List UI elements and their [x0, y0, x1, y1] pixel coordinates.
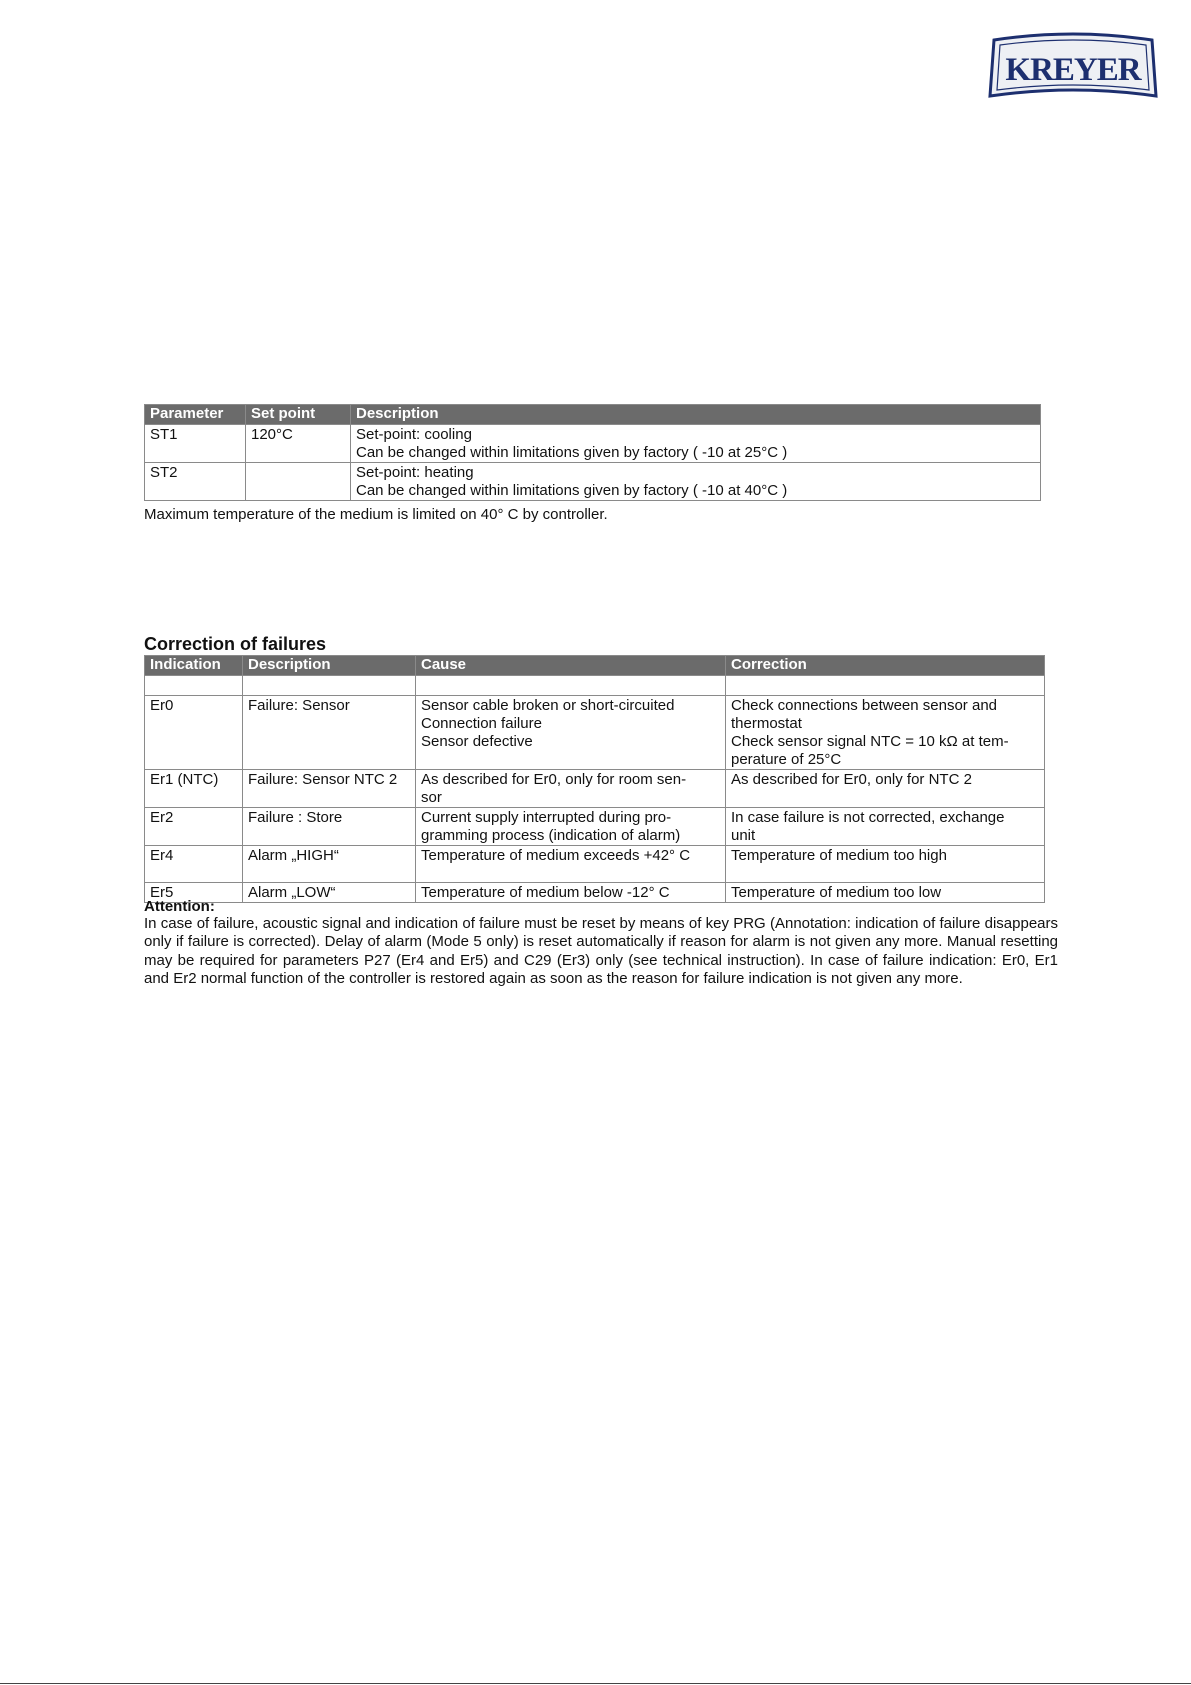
- cell-correction: [726, 696, 1045, 770]
- cause-line: Temperature of medium below -12° C: [421, 884, 670, 901]
- cell-parameter: ST2: [145, 463, 246, 501]
- cell-cause: [416, 770, 726, 808]
- cell-cause: [416, 846, 726, 883]
- cell-cause: [416, 808, 726, 846]
- cell-indication: Er2: [145, 808, 243, 846]
- cause-line: gramming process (indication of alarm): [421, 827, 681, 844]
- cause-line: Temperature of medium exceeds +42° C: [421, 847, 691, 864]
- cell-correction: [726, 883, 1045, 903]
- cell-correction: [726, 770, 1045, 808]
- correction-line: As described for Er0, only for NTC 2: [731, 771, 972, 788]
- cause-line: As described for Er0, only for room sen-: [421, 771, 687, 788]
- cause-line: Sensor cable broken or short-circuited: [421, 697, 675, 714]
- cell-description: [351, 425, 1041, 463]
- table-spacer-row: [145, 676, 1045, 696]
- setpoint-table: [144, 404, 1041, 501]
- col-header-cause: Cause: [416, 656, 726, 676]
- failures-table: [144, 655, 1045, 903]
- table-row: [145, 883, 1045, 903]
- correction-line: unit: [731, 827, 756, 844]
- col-header-description: Description: [351, 405, 1041, 425]
- correction-line: perature of 25°C: [731, 751, 842, 768]
- description-line: Set-point: heating: [356, 464, 474, 481]
- cell-indication: Er1 (NTC): [145, 770, 243, 808]
- attention-text: In case of failure, acoustic signal and indication of failure must be reset by means of key PRG (Annotation: indication of failure disappears only if failure is corrected). Delay of alarm (Mode 5 only) is reset automatically if reason for alarm is not given any more. Manual resetting may be required for parameters P27 (Er4 and Er5) and C29 (Er3) only (see technical instruction). In case of failure indication: Er0, Er1 and Er2 normal function of the controller is restored again as soon as the reason for failure indication is not given any more.: [144, 915, 1058, 988]
- section-heading: Correction of failures: [144, 634, 327, 654]
- kreyer-logo: [986, 30, 1160, 106]
- table-header-row: [145, 656, 1045, 676]
- table-row: [145, 425, 1041, 463]
- cell-description: Alarm „LOW“: [243, 883, 416, 903]
- logo-text: KREYER: [1005, 52, 1141, 88]
- correction-line: Check connections between sensor and: [731, 697, 998, 714]
- cause-line: sor: [421, 789, 442, 806]
- medium-temperature-note: Maximum temperature of the medium is limited on 40° C by controller.: [144, 506, 608, 523]
- cell-parameter: ST1: [145, 425, 246, 463]
- cell-cause: [416, 883, 726, 903]
- col-header-indication: Indication: [145, 656, 243, 676]
- table-header-row: [145, 405, 1041, 425]
- correction-line: thermostat: [731, 715, 802, 732]
- cell-correction: [726, 846, 1045, 883]
- table-row: [145, 808, 1045, 846]
- cell-indication: Er4: [145, 846, 243, 883]
- cell-set-point: [246, 463, 351, 501]
- description-line: Can be changed within limitations given by factory ( -10 at 25°C ): [356, 444, 788, 461]
- page-bottom-rule: [0, 1683, 1191, 1684]
- table-row: [145, 770, 1045, 808]
- attention-title: Attention:: [144, 898, 215, 915]
- correction-line: Temperature of medium too high: [731, 847, 947, 864]
- cell-indication: Er0: [145, 696, 243, 770]
- table-row: [145, 463, 1041, 501]
- col-header-description: Description: [243, 656, 416, 676]
- cell-description: [351, 463, 1041, 501]
- cause-line: Connection failure: [421, 715, 542, 732]
- description-line: Set-point: cooling: [356, 426, 472, 443]
- col-header-set-point: Set point: [246, 405, 351, 425]
- cell-description: Failure: Sensor NTC 2: [243, 770, 416, 808]
- cell-set-point: 120°C: [246, 425, 351, 463]
- cause-line: Sensor defective: [421, 733, 533, 750]
- cell-description: Failure: Sensor: [243, 696, 416, 770]
- description-line: Can be changed within limitations given by factory ( -10 at 40°C ): [356, 482, 788, 499]
- cause-line: Current supply interrupted during pro-: [421, 809, 672, 826]
- cell-cause: [416, 696, 726, 770]
- col-header-parameter: Parameter: [145, 405, 246, 425]
- cell-description: Alarm „HIGH“: [243, 846, 416, 883]
- cell-correction: [726, 808, 1045, 846]
- cell-indication: Er5: [145, 883, 243, 903]
- correction-line: Temperature of medium too low: [731, 884, 942, 901]
- table-row: [145, 696, 1045, 770]
- correction-line: Check sensor signal NTC = 10 kΩ at tem-: [731, 733, 1009, 750]
- col-header-correction: Correction: [726, 656, 1045, 676]
- table-row: [145, 846, 1045, 883]
- cell-description: Failure : Store: [243, 808, 416, 846]
- correction-line: In case failure is not corrected, exchange: [731, 809, 1005, 826]
